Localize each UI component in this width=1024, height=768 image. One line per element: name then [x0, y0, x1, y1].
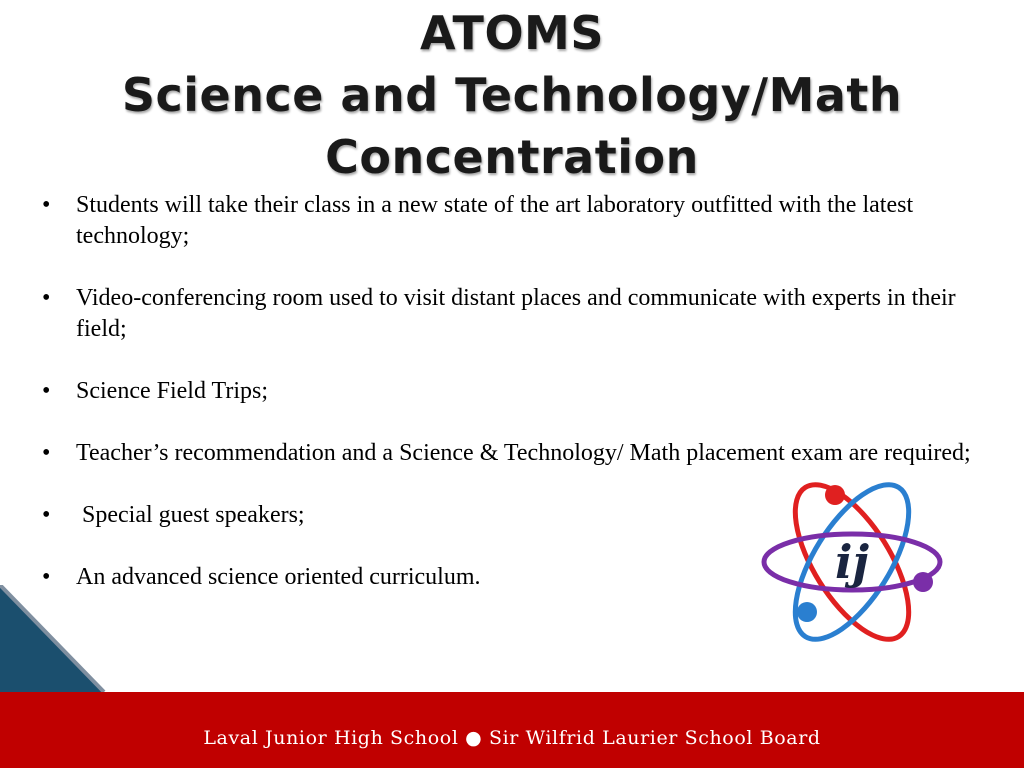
title-line-3: Concentration	[325, 130, 699, 184]
title-line-1: ATOMS	[420, 6, 604, 60]
corner-triangle-decoration	[0, 585, 110, 695]
bullet-text: Students will take their class in a new state of the art laboratory outfitted with the latest technology;	[76, 192, 914, 249]
electron-blue	[797, 602, 817, 622]
title-line-2: Science and Technology/Math	[121, 68, 903, 122]
bullet-marker: •	[42, 378, 51, 404]
bullet-text: An advanced science oriented curriculum.	[76, 564, 481, 590]
bullet-item	[40, 376, 980, 407]
footer-text: Laval Junior High School ● Sir Wilfrid Laurier School Board	[203, 727, 821, 749]
slide-title	[0, 2, 1024, 188]
bullet-marker: •	[42, 564, 51, 590]
bullet-marker: •	[42, 285, 51, 311]
electron-red	[825, 485, 845, 505]
electron-purple	[913, 572, 933, 592]
bullet-text: Teacher’s recommendation and a Science & Technology/ Math placement exam are required;	[76, 440, 971, 466]
bullet-item	[40, 190, 980, 252]
bullet-marker: •	[42, 440, 51, 466]
bullet-marker: •	[42, 192, 51, 218]
logo-letters: ij	[834, 535, 870, 589]
bullet-text: Special guest speakers;	[76, 502, 305, 528]
bullet-marker: •	[42, 502, 51, 528]
atom-logo-icon	[760, 480, 945, 645]
bullet-text: Science Field Trips;	[76, 378, 269, 404]
bullet-text: Video-conferencing room used to visit distant places and communicate with experts in their field;	[76, 285, 956, 342]
bullet-item	[40, 438, 980, 469]
bullet-item	[40, 283, 980, 345]
